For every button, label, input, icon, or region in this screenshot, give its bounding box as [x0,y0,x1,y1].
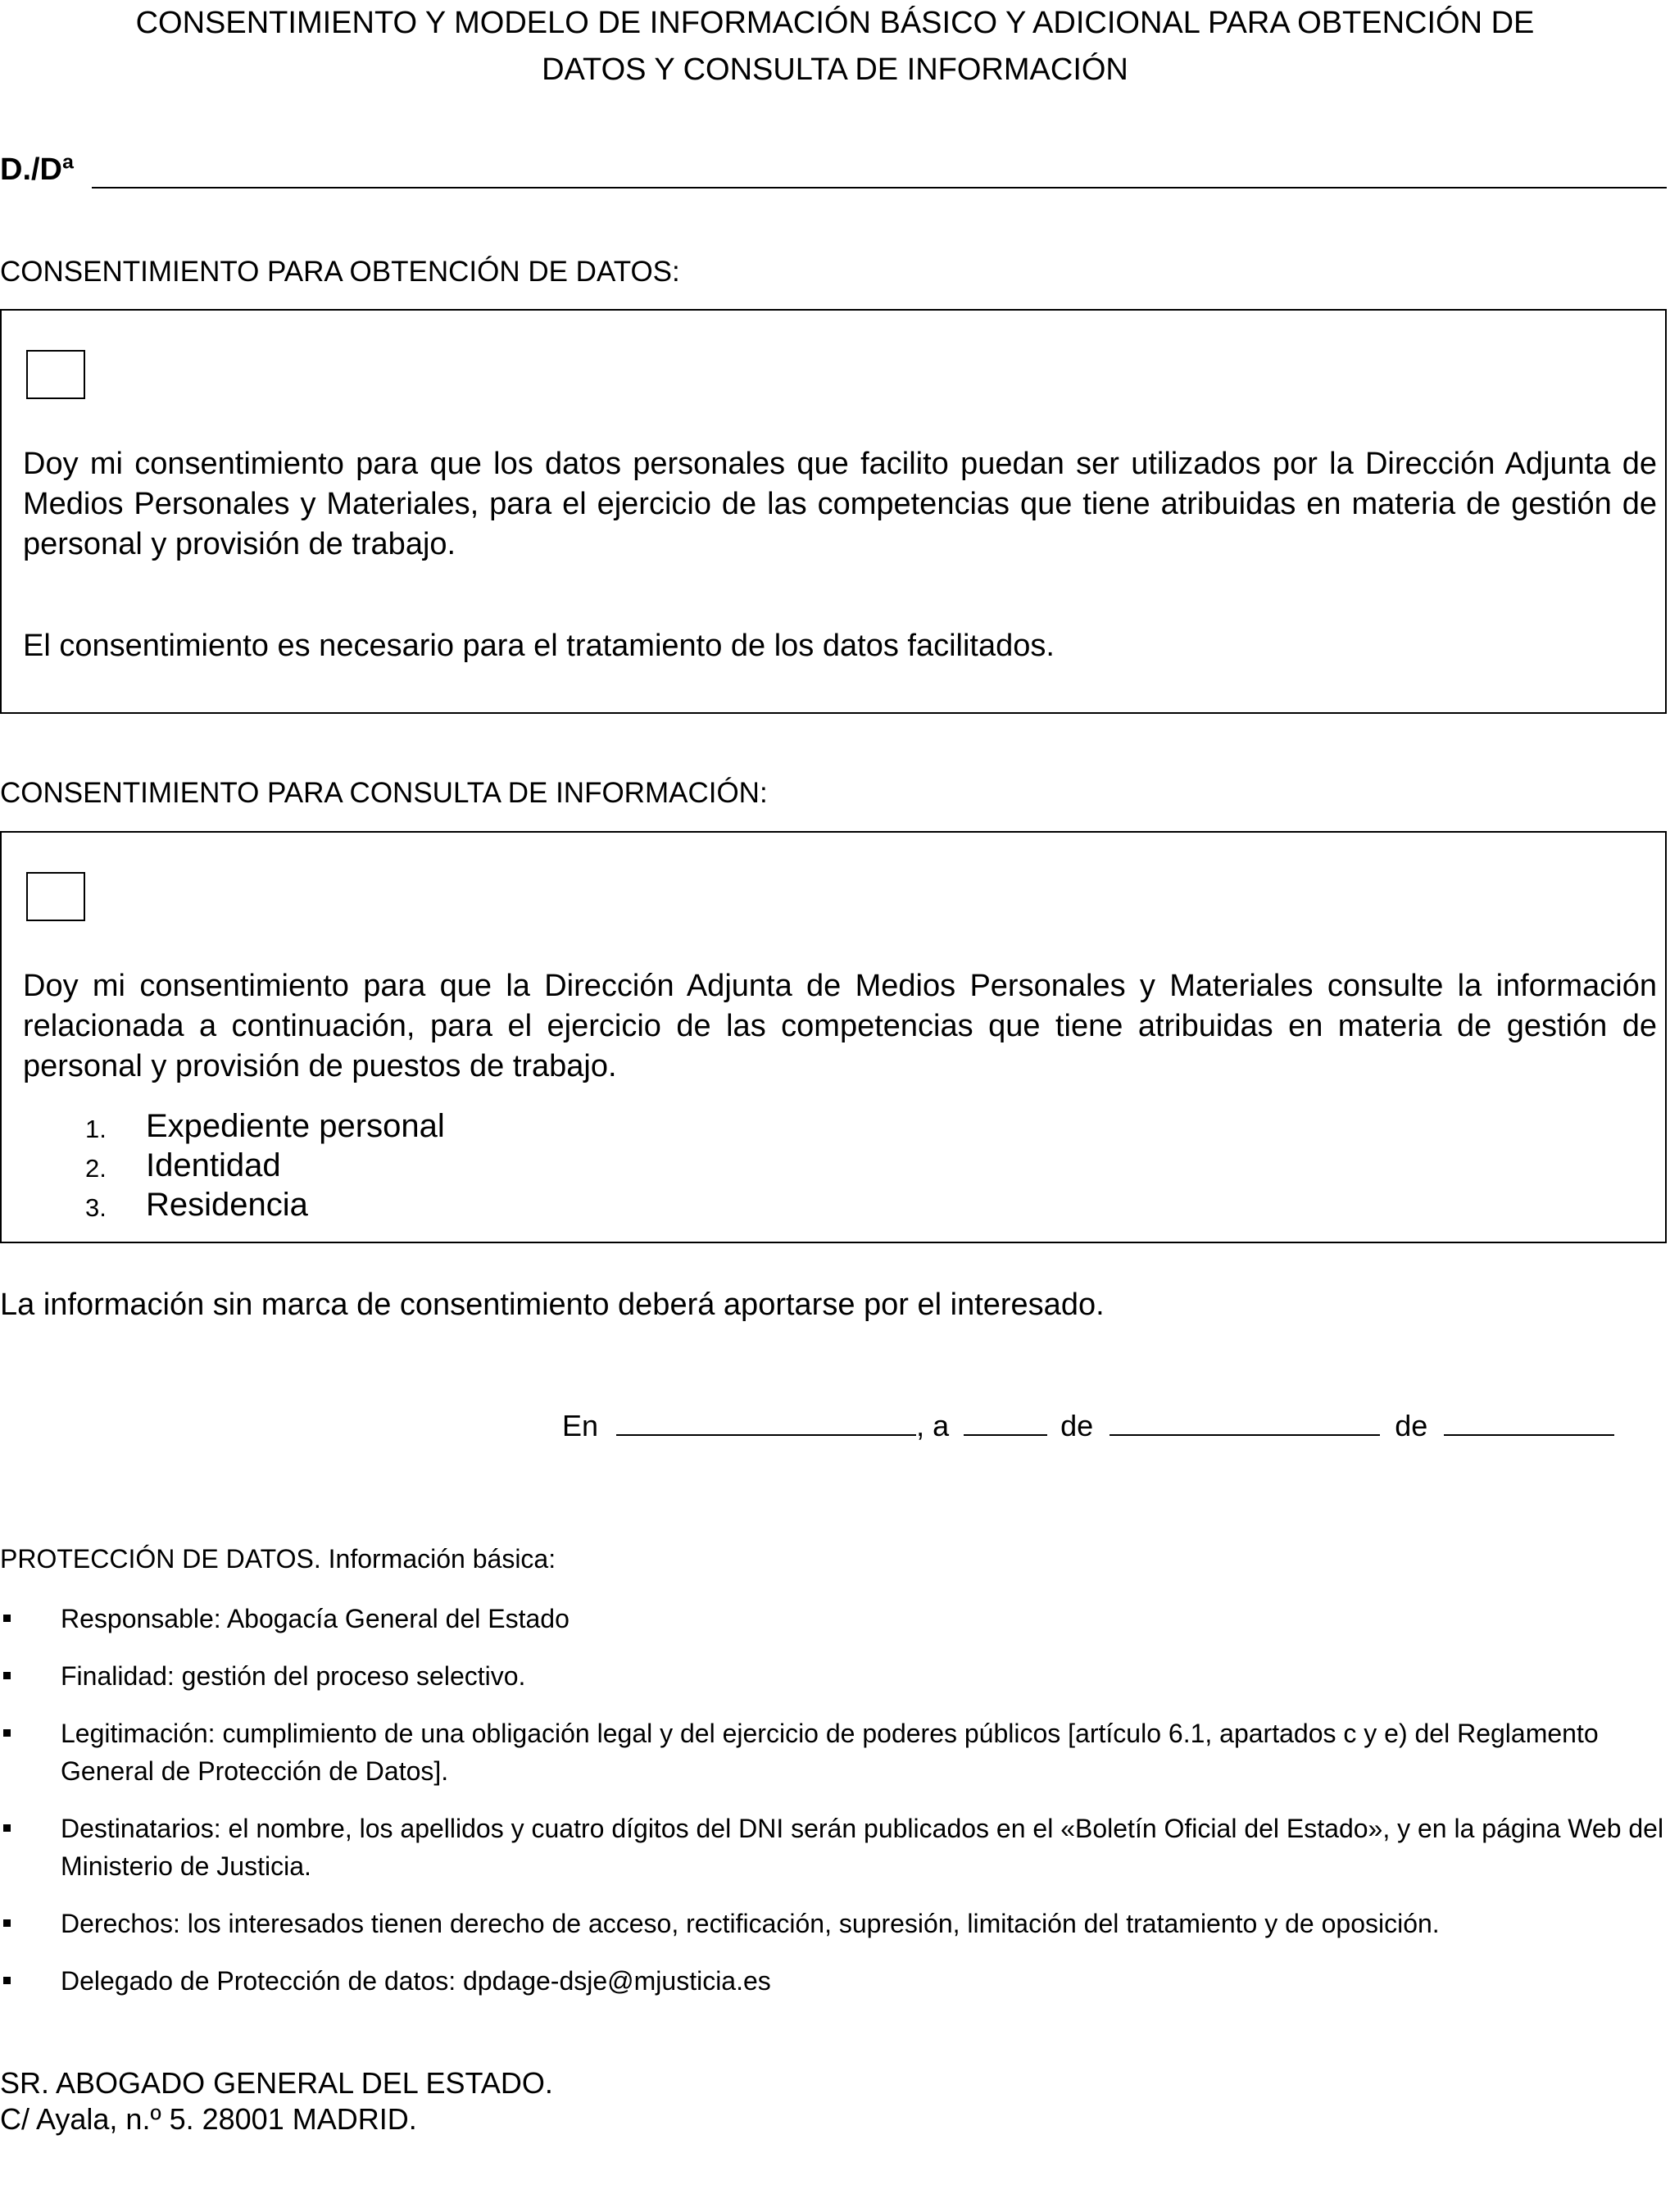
section1-checkbox[interactable] [26,350,85,399]
page-title [0,0,1670,93]
date-day-blank[interactable] [964,1401,1047,1436]
data-protection-item: Finalidad: gestión del proceso selectivo. [61,1661,526,1691]
name-field-row [0,151,1667,188]
square-bullet-icon [3,1824,11,1832]
date-place-blank[interactable] [616,1401,916,1436]
list-item-label: Expediente personal [146,1108,445,1144]
title-line-2: DATOS Y CONSULTA DE INFORMACIÓN [542,52,1128,87]
section1-paragraph: Doy mi consentimiento para que los datos personales que facilito puedan ser utilizados por la Dirección Adjunta de Medios Personales y Materiales, para el ejercicio de las competencias que tiene atribuidas en materia de gestión de personal y provisión de trabajo. [23,447,1657,561]
name-field-line[interactable] [92,187,1667,188]
recipient-address [0,2065,553,2137]
title-line-1: CONSENTIMIENTO Y MODELO DE INFORMACIÓN BÁSICO Y ADICIONAL PARA OBTENCIÓN DE [135,6,1535,40]
date-en-label: En [562,1409,599,1442]
list-item [0,1600,1670,1637]
data-protection-heading: PROTECCIÓN DE DATOS. Información básica: [0,1544,556,1574]
date-month-blank[interactable] [1110,1401,1380,1436]
date-de-label-1: de [1060,1409,1094,1442]
square-bullet-icon [3,1919,11,1927]
section1-heading: CONSENTIMIENTO PARA OBTENCIÓN DE DATOS: [0,256,680,288]
list-item-number: 1. [85,1115,107,1143]
square-bullet-icon [3,1977,11,1984]
section2-box [0,831,1667,1243]
square-bullet-icon [3,1615,11,1622]
list-item [0,1715,1670,1790]
list-item [0,1905,1670,1942]
name-field-label: D./Dª [0,152,75,187]
date-line [562,1401,1614,1447]
address-line-1: SR. ABOGADO GENERAL DEL ESTADO. [0,2066,553,2100]
list-item [0,1810,1670,1885]
list-item-label: Residencia [146,1187,308,1223]
date-de-label-2: de [1395,1409,1428,1442]
missing-consent-note: La información sin marca de consentimiento deberá aportarse por el interesado. [0,1288,1105,1322]
list-item [0,1962,1670,2000]
date-a-label: , a [916,1409,950,1442]
data-protection-list [0,1600,1670,2019]
section1-note: El consentimiento es necesario para el tratamiento de los datos facilitados. [23,629,1055,663]
list-item-number: 3. [85,1193,107,1222]
list-item-number: 2. [85,1154,107,1183]
list-item-label: Identidad [146,1147,281,1183]
section1-box [0,309,1667,714]
square-bullet-icon [3,1672,11,1679]
list-item [0,1657,1670,1695]
data-protection-item: Derechos: los interesados tienen derecho de acceso, rectificación, supresión, limitación del tratamiento y de oposición. [61,1909,1440,1938]
data-protection-item: Delegado de Protección de datos: dpdage-dsje@mjusticia.es [61,1966,771,1996]
section2-checkbox[interactable] [26,872,85,921]
address-line-2: C/ Ayala, n.º 5. 28001 MADRID. [0,2102,417,2136]
section2-paragraph: Doy mi consentimiento para que la Dirección Adjunta de Medios Personales y Materiales consulte la información relacionada a continuación, para el ejercicio de las competencias que tiene atribuidas en materia de gestión de personal y provisión de puestos de trabajo. [23,969,1657,1083]
date-year-blank[interactable] [1444,1401,1614,1436]
square-bullet-icon [3,1729,11,1737]
data-protection-item: Destinatarios: el nombre, los apellidos y cuatro dígitos del DNI serán publicados en el «Boletín Oficial del Estado», y en la página Web del Ministerio de Justicia. [61,1814,1664,1881]
data-protection-item: Responsable: Abogacía General del Estado [61,1604,570,1633]
data-protection-item: Legitimación: cumplimiento de una obligación legal y del ejercicio de poderes públicos [artículo 6.1, apartados c y e) del Reglamento General de Protección de Datos]. [61,1719,1599,1786]
section2-heading: CONSENTIMIENTO PARA CONSULTA DE INFORMACIÓN: [0,777,768,809]
